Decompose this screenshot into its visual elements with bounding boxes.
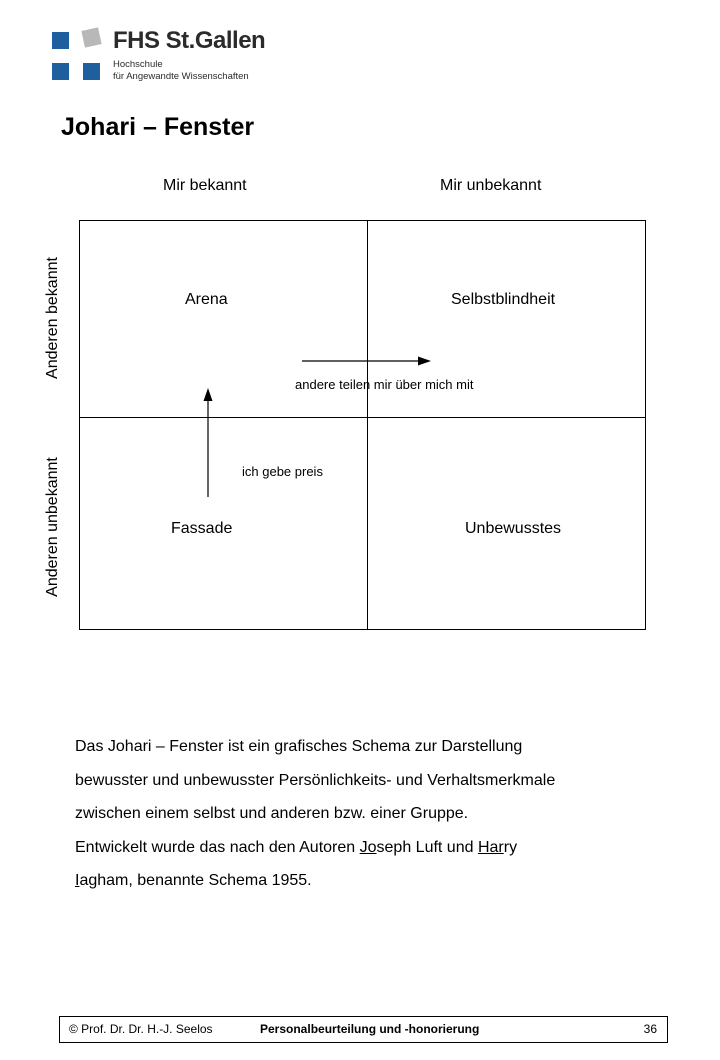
logo-square-blue-br	[83, 63, 100, 80]
row-header-known-to-others: Anderen bekannt	[44, 257, 61, 379]
quadrant-arena: Arena	[185, 291, 228, 308]
page-title: Johari – Fenster	[61, 113, 255, 141]
footer-author: © Prof. Dr. Dr. H.-J. Seelos	[69, 1022, 213, 1036]
description-line: Iagham, benannte Schema 1955.	[75, 872, 312, 889]
quadrant-unknown: Unbewusstes	[465, 520, 562, 537]
logo-subtitle-1: Hochschule	[113, 59, 163, 70]
feedback-arrow-label: andere teilen mir über mich mit	[295, 377, 474, 392]
slide-footer	[59, 1016, 668, 1043]
description-line: Das Johari – Fenster ist ein grafisches Schema zur Darstellung	[75, 738, 523, 755]
row-header-unknown-to-others: Anderen unbekannt	[44, 457, 61, 597]
footer-course: Personalbeurteilung und -honorierung	[260, 1022, 480, 1036]
description-line: zwischen einem selbst und anderen bzw. einer Gruppe.	[75, 805, 469, 822]
footer-page-number: 36	[643, 1022, 657, 1036]
feedback-arrow-icon	[300, 353, 435, 369]
disclosure-arrow-icon	[200, 385, 216, 500]
grid-border	[79, 220, 646, 630]
quadrant-blind-spot: Selbstblindheit	[451, 291, 556, 308]
logo-subtitle-2: für Angewandte Wissenschaften	[113, 71, 249, 82]
logo-square-blue-bl	[52, 63, 69, 80]
description-line: bewusster und unbewusster Persönlichkeits- und Verhaltsmerkmale	[75, 771, 556, 789]
grid-vertical-divider	[367, 220, 368, 630]
logo-name: FHS St.Gallen	[113, 27, 266, 54]
disclosure-arrow-label: ich gebe preis	[242, 464, 323, 479]
grid-horizontal-divider	[79, 417, 646, 418]
description-line: Entwickelt wurde das nach den Autoren Joseph Luft und Harry	[75, 838, 518, 856]
column-header-unknown-to-self: Mir unbekannt	[440, 177, 542, 194]
description-paragraph	[75, 730, 665, 898]
logo-square-blue-tl	[52, 32, 69, 49]
column-header-known-to-self: Mir bekannt	[163, 177, 247, 194]
logo-square-gray	[81, 27, 101, 47]
quadrant-facade: Fassade	[171, 520, 233, 537]
